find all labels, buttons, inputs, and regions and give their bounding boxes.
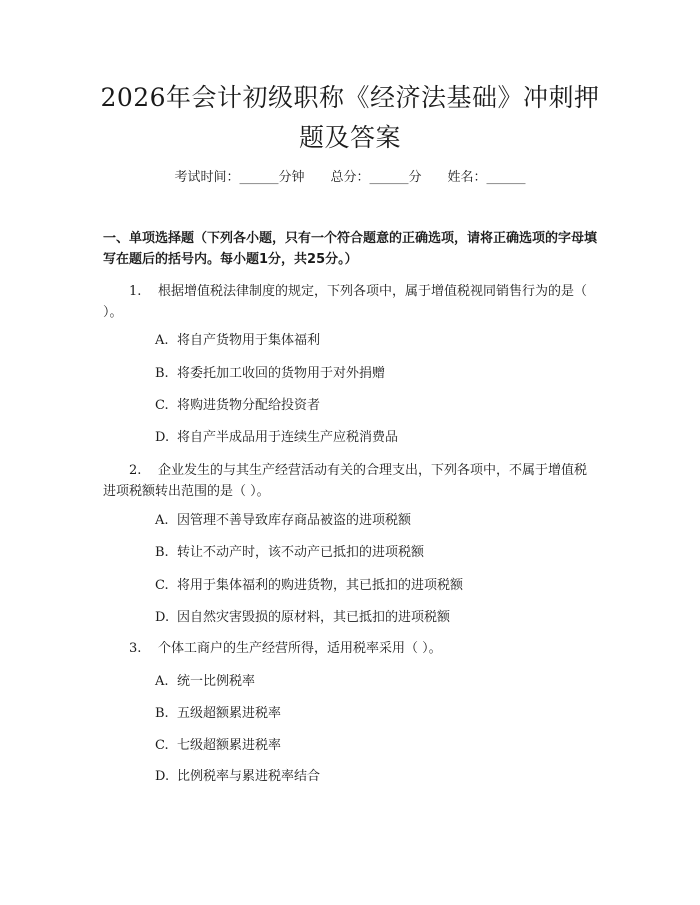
option-letter: A. [155, 513, 169, 528]
option-3d [155, 767, 595, 787]
option-text: 七级超额累进税率 [177, 738, 282, 753]
option-letter: B. [155, 545, 169, 560]
option-1d [155, 428, 595, 448]
option-text: 统一比例税率 [177, 674, 256, 689]
option-letter: D. [155, 430, 170, 445]
total-score-unit: 分 [408, 170, 422, 185]
option-text: 将委托加工收回的货物用于对外捐赠 [177, 366, 386, 381]
option-1b [155, 364, 595, 384]
document-title: 2026年会计初级职称《经济法基础》冲刺押题及答案 [100, 83, 600, 152]
option-text: 将自产半成品用于连续生产应税消费品 [177, 430, 399, 445]
exam-time-unit: 分钟 [278, 170, 305, 185]
option-3b [155, 704, 595, 724]
name-label: 姓名： [447, 170, 487, 185]
option-text: 比例税率与累进税率结合 [177, 769, 321, 784]
option-letter: C. [155, 578, 169, 593]
option-letter: C. [155, 398, 169, 413]
option-text: 转让不动产时，该不动产已抵扣的进项税额 [177, 545, 425, 560]
total-score-blank: ______ [369, 170, 409, 185]
option-1c [155, 396, 595, 416]
exam-time-blank: ______ [239, 170, 279, 185]
question-3 [103, 638, 598, 659]
option-text: 因管理不善导致库存商品被盗的进项税额 [177, 513, 412, 528]
total-score-label: 总分： [330, 170, 370, 185]
question-number: 3. [129, 641, 142, 656]
question-2 [103, 460, 598, 502]
exam-time-label: 考试时间： [174, 170, 240, 185]
name-blank: ______ [486, 170, 526, 185]
question-text: 根据增值税法律制度的规定，下列各项中，属于增值税视同销售行为的是（ ）。 [103, 284, 587, 320]
option-letter: B. [155, 706, 169, 721]
option-text: 将用于集体福利的购进货物，其已抵扣的进项税额 [177, 578, 464, 593]
option-2b [155, 543, 595, 563]
question-1 [103, 281, 598, 323]
question-number: 2. [129, 463, 142, 478]
option-text: 五级超额累进税率 [177, 706, 282, 721]
option-letter: A. [155, 333, 169, 348]
option-letter: D. [155, 769, 170, 784]
option-2d [155, 608, 595, 628]
question-text: 企业发生的与其生产经营活动有关的合理支出，下列各项中，不属于增值税进项税额转出范围的是（ ）。 [103, 463, 587, 499]
option-text: 将自产货物用于集体福利 [177, 333, 321, 348]
option-letter: C. [155, 738, 169, 753]
exam-meta-line [0, 168, 700, 188]
option-letter: D. [155, 610, 170, 625]
section-heading-single-choice: 一、单项选择题（下列各小题，只有一个符合题意的正确选项，请将正确选项的字母填写在题后的括号内。每小题1分，共25分。） [103, 231, 598, 267]
option-2c [155, 576, 595, 596]
option-3c [155, 736, 595, 756]
question-number: 1. [129, 284, 142, 299]
option-3a [155, 672, 595, 692]
option-letter: B. [155, 366, 169, 381]
option-text: 因自然灾害毁损的原材料，其已抵扣的进项税额 [177, 610, 451, 625]
option-1a [155, 331, 595, 351]
question-text: 个体工商户的生产经营所得，适用税率采用（ ）。 [157, 641, 442, 656]
option-letter: A. [155, 674, 169, 689]
option-text: 将购进货物分配给投资者 [177, 398, 321, 413]
option-2a [155, 511, 595, 531]
